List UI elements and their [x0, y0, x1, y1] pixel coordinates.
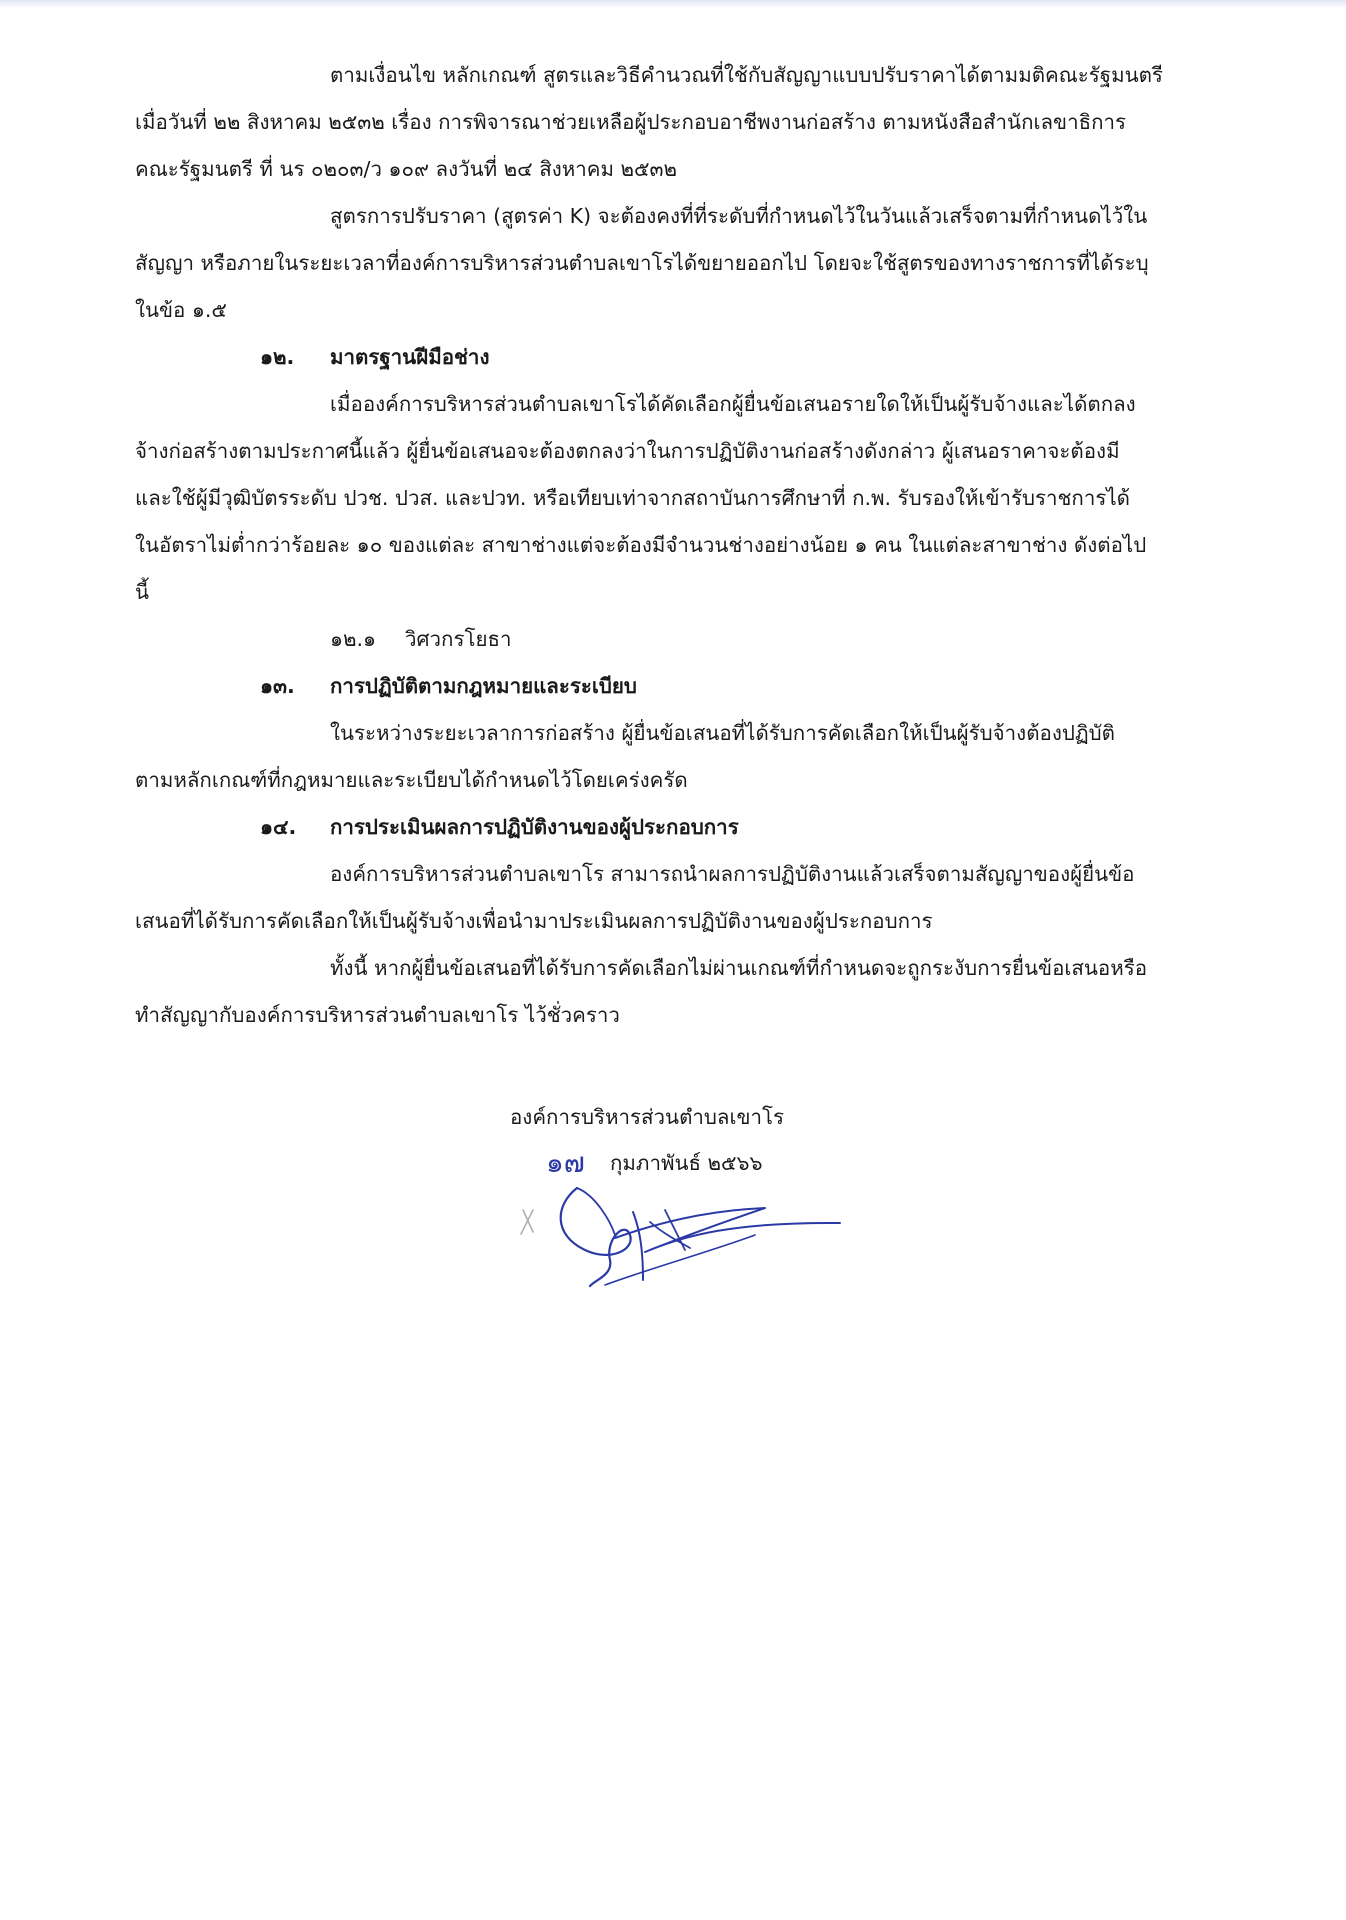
text-line: ทั้งนี้ หากผู้ยื่นข้อเสนอที่ได้รับการคัดเลือกไม่ผ่านเกณฑ์ที่กำหนดจะถูกระงับการยื่นข้อเสนอหรือ — [330, 956, 1148, 980]
text-line: เมื่อองค์การบริหารส่วนตำบลเขาโรได้คัดเลือกผู้ยื่นข้อเสนอรายใดให้เป็นผู้รับจ้างและได้ตกลง — [330, 392, 1136, 416]
section-number: ๑๓. — [260, 674, 295, 698]
section-12 — [135, 334, 1200, 663]
section-heading — [135, 663, 1200, 710]
text-line: จ้างก่อสร้างตามประกาศนี้แล้ว ผู้ยื่นข้อเสนอจะต้องตกลงว่าในการปฏิบัติงานก่อสร้างดังกล่าว ผู้เสนอราคาจะต้องมี — [135, 439, 1120, 463]
document-body — [135, 52, 1200, 1039]
subsection-item — [135, 616, 1200, 663]
section-heading — [135, 334, 1200, 381]
text-line: นี้ — [135, 580, 150, 604]
signature-icon — [515, 1180, 845, 1300]
text-line: คณะรัฐมนตรี ที่ นร ๐๒๐๓/ว ๑๐๙ ลงวันที่ ๒๔ สิงหาคม ๒๕๓๒ — [135, 157, 678, 181]
text-line: ทำสัญญากับองค์การบริหารส่วนตำบลเขาโร ไว้ชั่วคราว — [135, 1003, 620, 1027]
section-heading — [135, 804, 1200, 851]
subsection-number: ๑๒.๑ — [330, 627, 377, 651]
text-line: สูตรการปรับราคา (สูตรค่า K) จะต้องคงที่ที่ระดับที่กำหนดไว้ในวันแล้วเสร็จตามที่กำหนดไว้ใน — [330, 204, 1148, 228]
closing-block — [510, 1094, 784, 1186]
organization-name: องค์การบริหารส่วนตำบลเขาโร — [510, 1105, 785, 1129]
text-line: สัญญา หรือภายในระยะเวลาที่องค์การบริหารส่วนตำบลเขาโรได้ขยายออกไป โดยจะใช้สูตรของทางราชการที่ได้ระบุ — [135, 251, 1149, 275]
paragraph-conditions — [135, 52, 1200, 193]
text-line: ในระหว่างระยะเวลาการก่อสร้าง ผู้ยื่นข้อเสนอที่ได้รับการคัดเลือกให้เป็นผู้รับจ้างต้องปฏิบัติ — [330, 721, 1115, 745]
scan-edge-tint — [0, 0, 1346, 8]
paragraph-formula — [135, 193, 1200, 334]
text-line: ในอัตราไม่ต่ำกว่าร้อยละ ๑๐ ของแต่ละ สาขาช่างแต่จะต้องมีจำนวนช่างอย่างน้อย ๑ คน ในแต่ละสาขาช่าง ดังต่อไป — [135, 533, 1147, 557]
text-line: และใช้ผู้มีวุฒิบัตรระดับ ปวช. ปวส. และปวท. หรือเทียบเท่าจากสถาบันการศึกษาที่ ก.พ. รับรองให้เข้ารับราชการได้ — [135, 486, 1130, 510]
section-13 — [135, 663, 1200, 804]
handwritten-day: ๑๗ — [546, 1146, 585, 1179]
section-title: การปฏิบัติตามกฎหมายและระเบียบ — [330, 674, 637, 698]
text-line: ในข้อ ๑.๕ — [135, 298, 227, 322]
date-month-year: กุมภาพันธ์ ๒๕๖๖ — [610, 1151, 763, 1175]
section-title: การประเมินผลการปฏิบัติงานของผู้ประกอบการ — [330, 815, 739, 839]
text-line: ตามเงื่อนไข หลักเกณฑ์ สูตรและวิธีคำนวณที่ใช้กับสัญญาแบบปรับราคาได้ตามมติคณะรัฐมนตรี — [330, 63, 1163, 87]
text-line: เสนอที่ได้รับการคัดเลือกให้เป็นผู้รับจ้างเพื่อนำมาประเมินผลการปฏิบัติงานของผู้ประกอบการ — [135, 909, 933, 933]
section-number: ๑๒. — [260, 345, 295, 369]
text-line: เมื่อวันที่ ๒๒ สิงหาคม ๒๕๓๒ เรื่อง การพิจารณาช่วยเหลือผู้ประกอบอาชีพงานก่อสร้าง ตามหนังสือสำนักเลขาธิการ — [135, 110, 1127, 134]
section-title: มาตรฐานฝีมือช่าง — [330, 345, 490, 369]
section-number: ๑๔. — [260, 815, 297, 839]
subsection-label: วิศวกรโยธา — [405, 627, 512, 651]
text-line: ตามหลักเกณฑ์ที่กฎหมายและระเบียบได้กำหนดไว้โดยเคร่งครัด — [135, 768, 688, 792]
text-line: องค์การบริหารส่วนตำบลเขาโร สามารถนำผลการปฏิบัติงานแล้วเสร็จตามสัญญาของผู้ยื่นข้อ — [330, 862, 1135, 886]
section-14 — [135, 804, 1200, 1039]
